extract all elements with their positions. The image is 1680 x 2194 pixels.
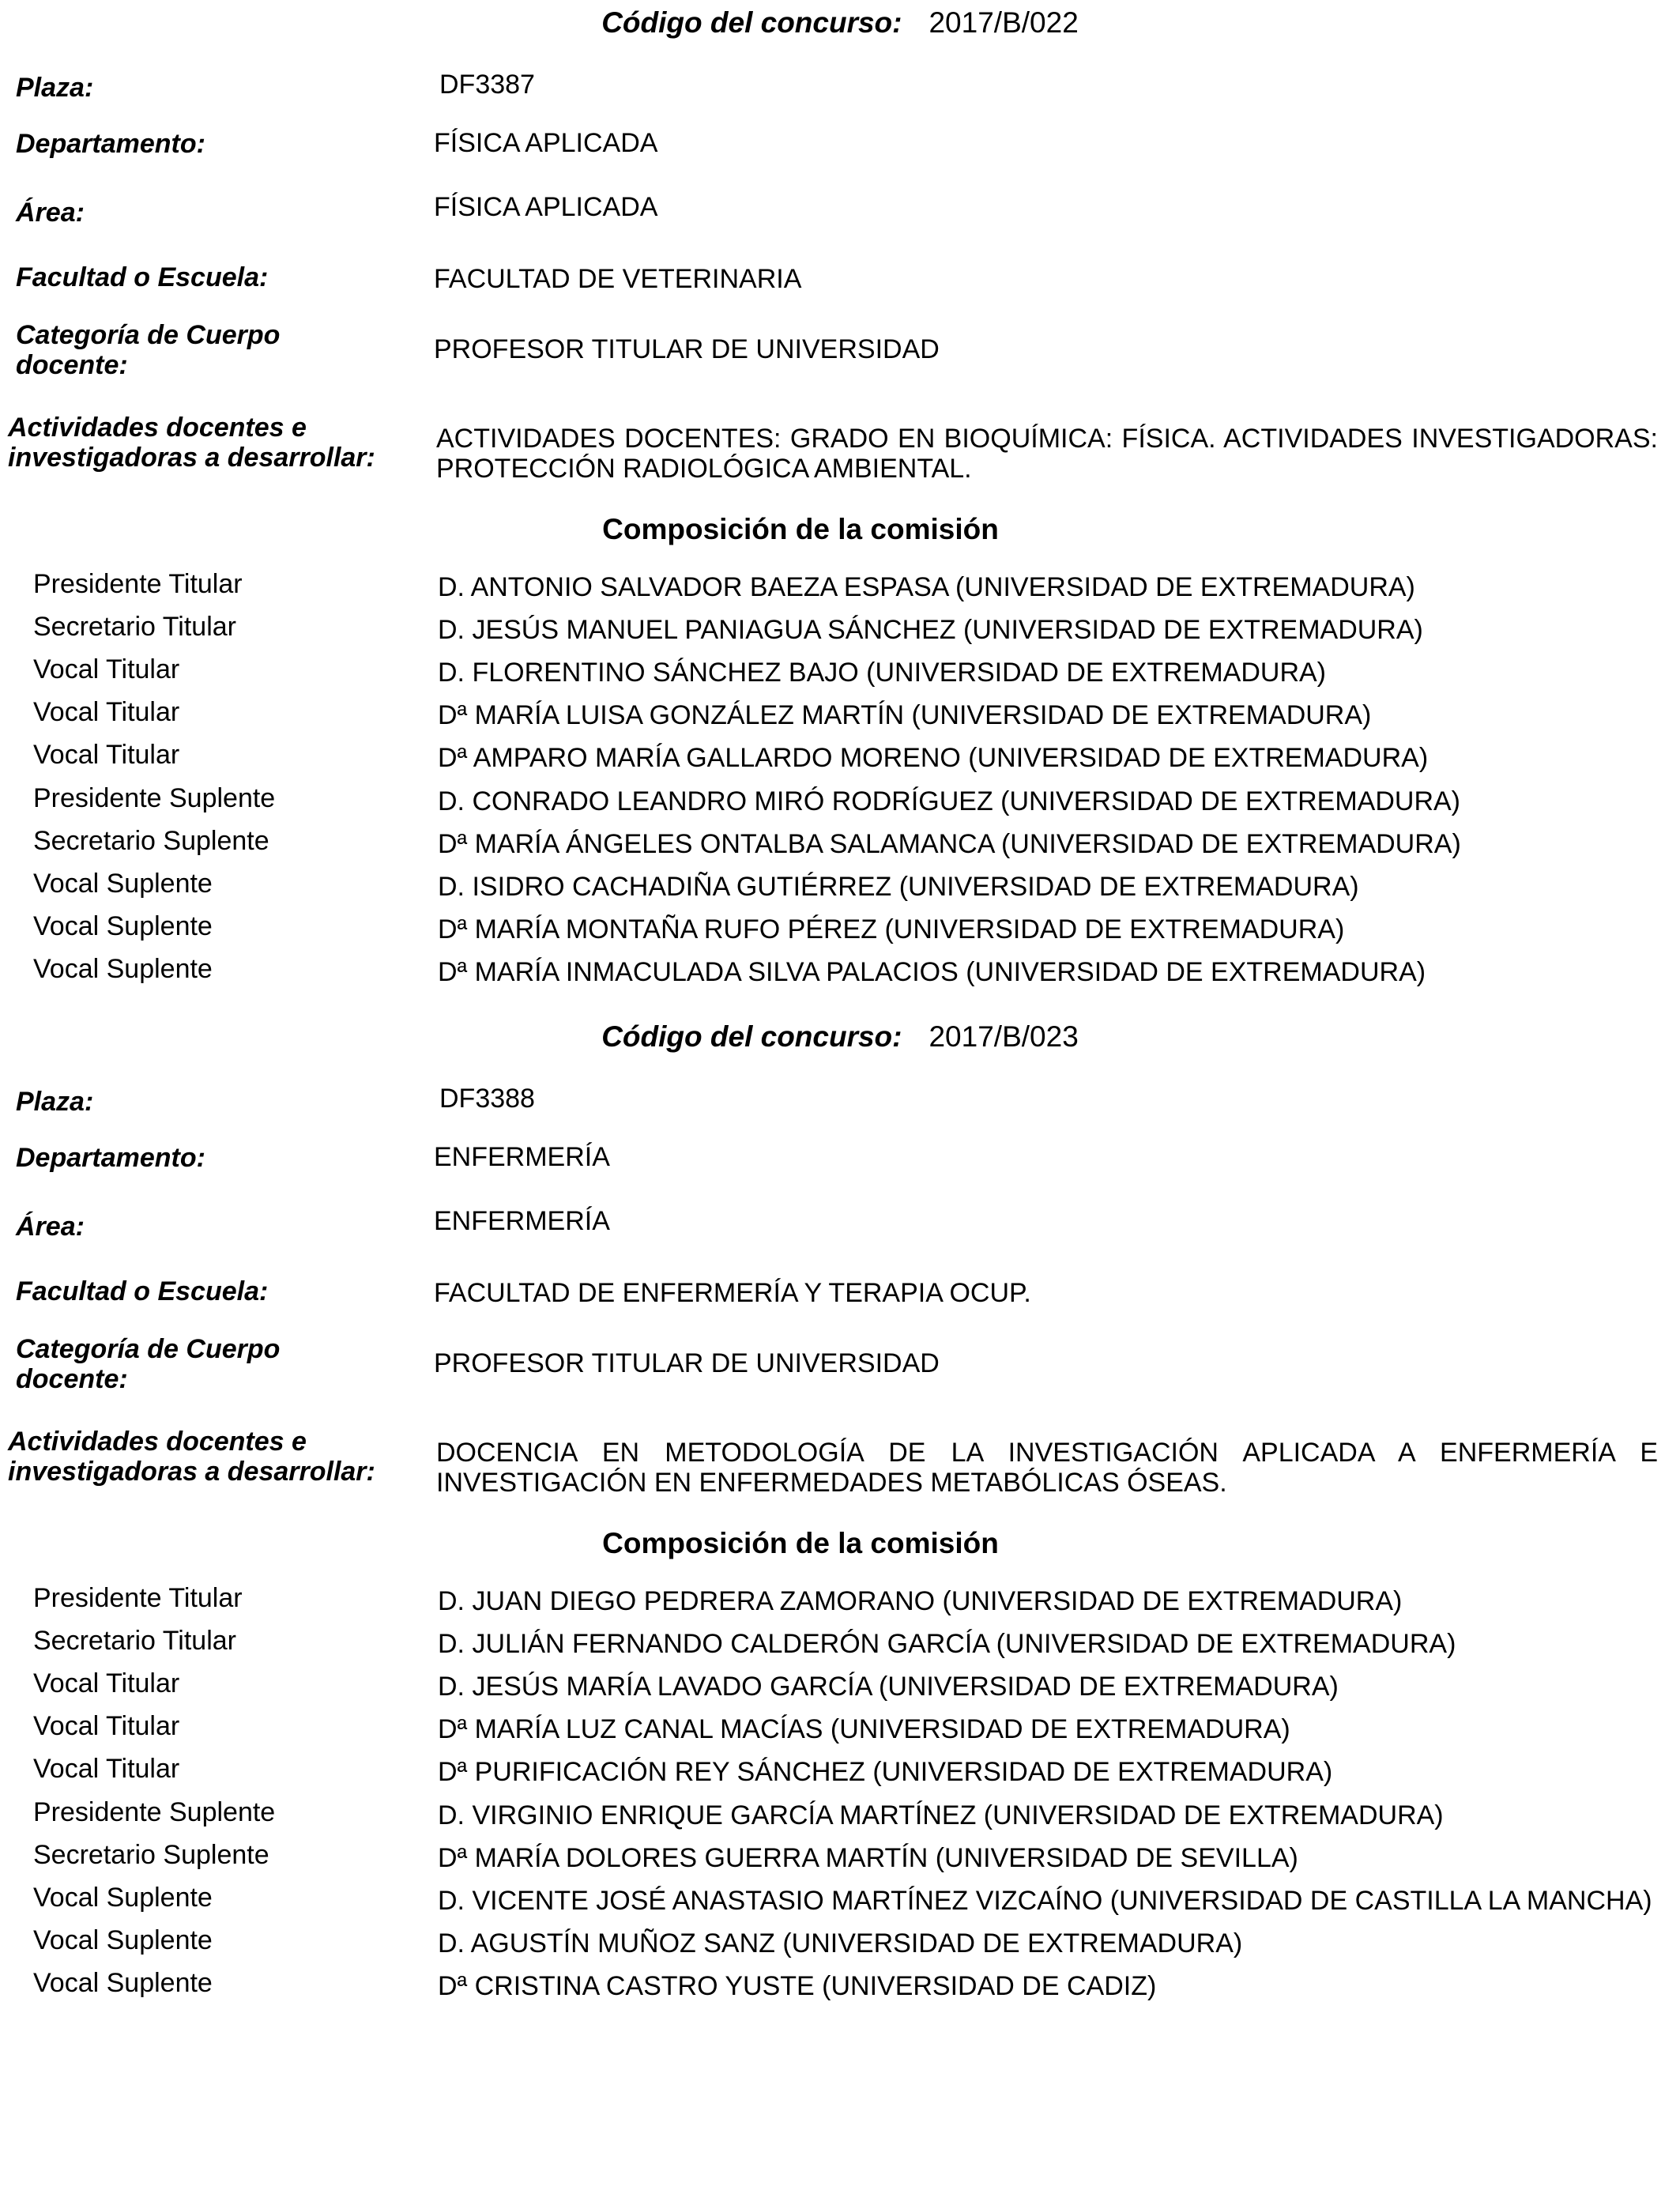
comision-member — [0, 1967, 1680, 2010]
area-label: Área: — [16, 1212, 85, 1242]
member-name: D. ISIDRO CACHADIÑA GUTIÉRREZ (UNIVERSIDAD DE EXTREMADURA) — [438, 872, 1359, 902]
member-role: Presidente Suplente — [33, 1797, 276, 1827]
member-role: Vocal Titular — [33, 1754, 180, 1784]
codigo-value: 2017/B/022 — [929, 6, 1079, 39]
categoria-value: PROFESOR TITULAR DE UNIVERSIDAD — [434, 1348, 940, 1378]
comision-member — [0, 868, 1680, 910]
actividades-value: ACTIVIDADES DOCENTES: GRADO EN BIOQUÍMICA: FÍSICA. ACTIVIDADES INVESTIGADORAS: PROTECCIÓN RADIOLÓGICA AMBIENTAL. — [436, 424, 1658, 484]
codigo-value: 2017/B/023 — [929, 1020, 1079, 1053]
area-value: FÍSICA APLICADA — [434, 192, 658, 222]
comision-member — [0, 1796, 1680, 1839]
member-name: D. JULIÁN FERNANDO CALDERÓN GARCÍA (UNIVERSIDAD DE EXTREMADURA) — [438, 1629, 1456, 1659]
member-name: D. VIRGINIO ENRIQUE GARCÍA MARTÍNEZ (UNIVERSIDAD DE EXTREMADURA) — [438, 1800, 1444, 1830]
concurso-section — [0, 0, 1680, 1020]
member-role: Vocal Suplente — [33, 954, 213, 984]
comision-member — [0, 1582, 1680, 1625]
member-name: D. AGUSTÍN MUÑOZ SANZ (UNIVERSIDAD DE EXTREMADURA) — [438, 1928, 1243, 1958]
member-name: Dª AMPARO MARÍA GALLARDO MORENO (UNIVERSIDAD DE EXTREMADURA) — [438, 743, 1429, 773]
member-role: Vocal Suplente — [33, 911, 213, 941]
comision-member — [0, 910, 1680, 953]
member-role: Vocal Titular — [33, 654, 180, 684]
member-name: D. CONRADO LEANDRO MIRÓ RODRÍGUEZ (UNIVERSIDAD DE EXTREMADURA) — [438, 786, 1460, 816]
member-name: D. VICENTE JOSÉ ANASTASIO MARTÍNEZ VIZCAÍNO (UNIVERSIDAD DE CASTILLA LA MANCHA) — [438, 1886, 1652, 1916]
member-name: Dª MARÍA LUZ CANAL MACÍAS (UNIVERSIDAD DE EXTREMADURA) — [438, 1714, 1290, 1744]
comision-member — [0, 611, 1680, 654]
member-role: Vocal Suplente — [33, 1883, 213, 1913]
categoria-label-line1: Categoría de Cuerpo — [16, 1334, 281, 1364]
member-role: Vocal Titular — [33, 1711, 180, 1741]
comision-member — [0, 696, 1680, 739]
departamento-label: Departamento: — [16, 129, 205, 159]
member-name: D. FLORENTINO SÁNCHEZ BAJO (UNIVERSIDAD DE EXTREMADURA) — [438, 658, 1327, 688]
actividades-label-line2: investigadoras a desarrollar: — [8, 443, 375, 473]
actividades-label-line2: investigadoras a desarrollar: — [8, 1457, 375, 1487]
codigo-label: Código del concurso: — [601, 1020, 902, 1053]
departamento-value: ENFERMERÍA — [434, 1142, 610, 1172]
comision-member — [0, 825, 1680, 868]
member-name: Dª MARÍA INMACULADA SILVA PALACIOS (UNIVERSIDAD DE EXTREMADURA) — [438, 957, 1426, 987]
facultad-value: FACULTAD DE VETERINARIA — [434, 264, 802, 294]
comision-member — [0, 1753, 1680, 1796]
comision-title: Composición de la comisión — [602, 513, 999, 545]
plaza-label: Plaza: — [16, 1087, 94, 1117]
member-name: D. JESÚS MARÍA LAVADO GARCÍA (UNIVERSIDAD DE EXTREMADURA) — [438, 1672, 1339, 1702]
member-role: Secretario Titular — [33, 1626, 236, 1656]
categoria-value: PROFESOR TITULAR DE UNIVERSIDAD — [434, 334, 940, 364]
comision-member — [0, 1668, 1680, 1710]
member-role: Secretario Titular — [33, 612, 236, 642]
comision-member — [0, 1710, 1680, 1753]
member-role: Vocal Titular — [33, 697, 180, 727]
member-role: Secretario Suplente — [33, 1840, 269, 1870]
actividades-label-line1: Actividades docentes e — [8, 1427, 307, 1457]
comision-title: Composición de la comisión — [602, 1527, 999, 1559]
area-label: Área: — [16, 198, 85, 228]
actividades-value: DOCENCIA EN METODOLOGÍA DE LA INVESTIGACIÓN APLICADA A ENFERMERÍA E INVESTIGACIÓN EN ENFERMEDADES METABÓLICAS ÓSEAS. — [436, 1438, 1658, 1498]
plaza-label: Plaza: — [16, 73, 94, 103]
member-role: Vocal Suplente — [33, 869, 213, 899]
member-name: Dª MARÍA MONTAÑA RUFO PÉREZ (UNIVERSIDAD DE EXTREMADURA) — [438, 914, 1345, 944]
facultad-label: Facultad o Escuela: — [16, 262, 269, 292]
member-role: Vocal Suplente — [33, 1968, 213, 1998]
member-name: D. JUAN DIEGO PEDRERA ZAMORANO (UNIVERSIDAD DE EXTREMADURA) — [438, 1586, 1403, 1616]
plaza-value: DF3387 — [439, 70, 535, 100]
member-name: Dª PURIFICACIÓN REY SÁNCHEZ (UNIVERSIDAD DE EXTREMADURA) — [438, 1757, 1333, 1787]
comision-member — [0, 739, 1680, 782]
comision-member — [0, 1839, 1680, 1882]
codigo-label: Código del concurso: — [601, 6, 902, 39]
departamento-label: Departamento: — [16, 1143, 205, 1173]
codigo-line — [0, 1019, 1680, 1055]
member-name: D. ANTONIO SALVADOR BAEZA ESPASA (UNIVERSIDAD DE EXTREMADURA) — [438, 572, 1415, 602]
departamento-value: FÍSICA APLICADA — [434, 128, 658, 158]
comision-member — [0, 1924, 1680, 1967]
facultad-value: FACULTAD DE ENFERMERÍA Y TERAPIA OCUP. — [434, 1278, 1031, 1308]
facultad-label: Facultad o Escuela: — [16, 1276, 269, 1306]
actividades-label-line1: Actividades docentes e — [8, 413, 307, 443]
categoria-label-line2: docente: — [16, 1364, 128, 1394]
member-name: Dª MARÍA LUISA GONZÁLEZ MARTÍN (UNIVERSIDAD DE EXTREMADURA) — [438, 700, 1372, 730]
plaza-value: DF3388 — [439, 1084, 535, 1114]
member-role: Secretario Suplente — [33, 826, 269, 856]
member-name: D. JESÚS MANUEL PANIAGUA SÁNCHEZ (UNIVERSIDAD DE EXTREMADURA) — [438, 615, 1423, 645]
member-name: Dª CRISTINA CASTRO YUSTE (UNIVERSIDAD DE CADIZ) — [438, 1971, 1157, 2001]
comision-member — [0, 1625, 1680, 1668]
member-role: Presidente Suplente — [33, 783, 276, 813]
member-role: Vocal Suplente — [33, 1925, 213, 1955]
member-name: Dª MARÍA DOLORES GUERRA MARTÍN (UNIVERSIDAD DE SEVILLA) — [438, 1843, 1298, 1873]
comision-member — [0, 953, 1680, 996]
comision-member — [0, 654, 1680, 696]
comision-member — [0, 1882, 1680, 1924]
categoria-label-line2: docente: — [16, 350, 128, 380]
member-role: Presidente Titular — [33, 1583, 243, 1613]
member-role: Vocal Titular — [33, 740, 180, 770]
member-role: Vocal Titular — [33, 1668, 180, 1698]
concurso-section — [0, 1014, 1680, 2034]
categoria-label-line1: Categoría de Cuerpo — [16, 320, 281, 350]
codigo-line — [0, 5, 1680, 41]
comision-member — [0, 782, 1680, 825]
member-name: Dª MARÍA ÁNGELES ONTALBA SALAMANCA (UNIVERSIDAD DE EXTREMADURA) — [438, 829, 1461, 859]
area-value: ENFERMERÍA — [434, 1206, 610, 1236]
member-role: Presidente Titular — [33, 569, 243, 599]
comision-member — [0, 568, 1680, 611]
